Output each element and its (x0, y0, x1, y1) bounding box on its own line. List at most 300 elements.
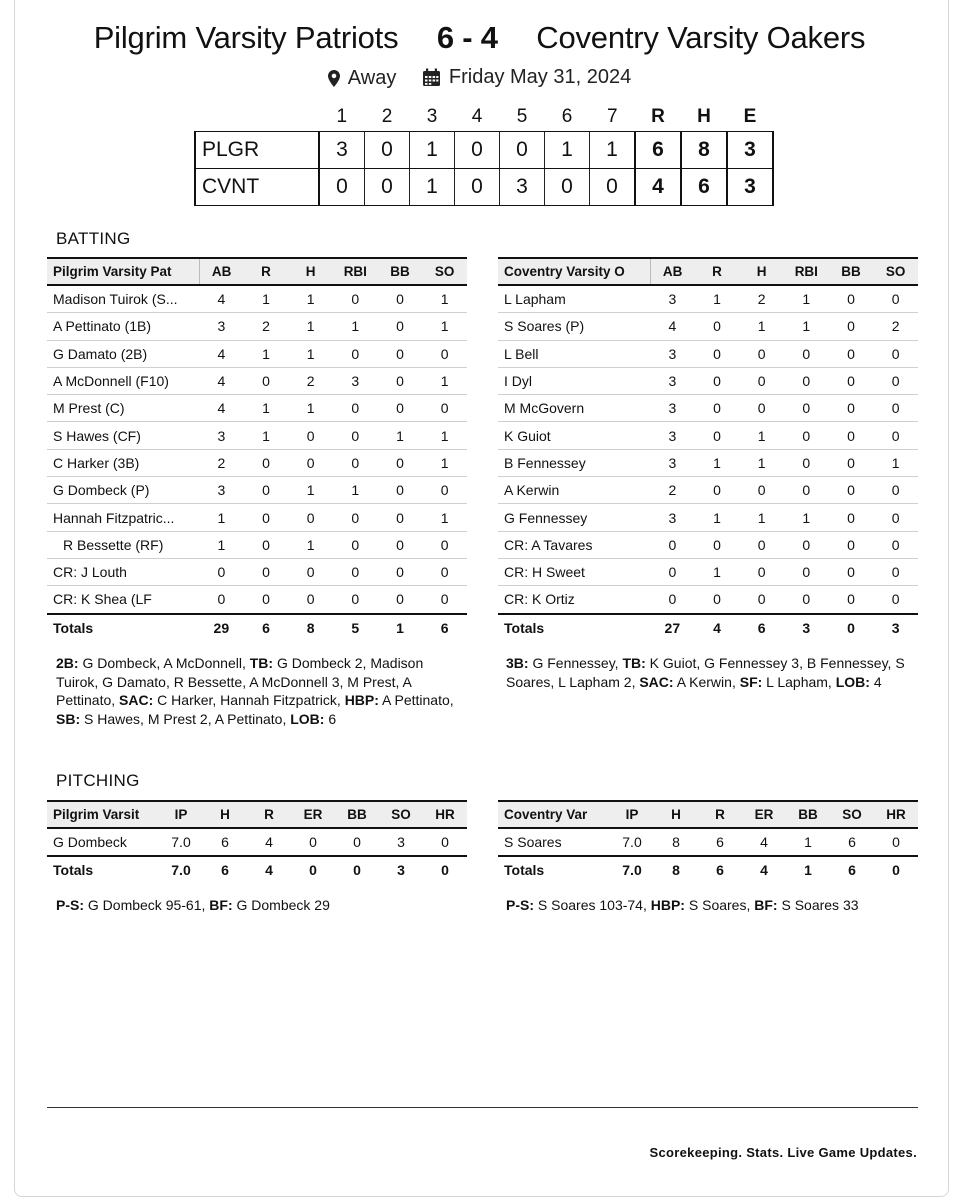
team-column-header: Coventry Var (498, 801, 610, 828)
note-label: HBP: (344, 692, 379, 709)
stat-cell: 0 (199, 558, 244, 585)
stat-cell: 0 (873, 367, 918, 394)
stat-cell: 6 (830, 828, 874, 856)
stat-cell: 3 (379, 828, 423, 856)
player-row (47, 531, 467, 558)
stat-cell: 3 (650, 285, 695, 313)
total-cell: 6 (244, 614, 289, 641)
player-name: CR: K Shea (LF (47, 586, 199, 614)
team-column-header: Pilgrim Varsit (47, 801, 159, 828)
stat-cell: 0 (739, 340, 784, 367)
totals-label: Totals (498, 856, 610, 883)
inning-header: 1 (336, 106, 348, 127)
stat-cell: 2 (199, 449, 244, 476)
note-text: G Dombeck 2, Madison Tuirok, G Damato, R Bessette, A McDonnell 3, M Prest, A Pettinato, (56, 655, 424, 709)
stat-cell: 0 (333, 449, 378, 476)
coventry-batting-notes (506, 654, 918, 691)
note-label: TB: (622, 655, 646, 671)
stat-cell: 0 (423, 828, 467, 856)
stat-cell: 0 (333, 422, 378, 449)
note-text: A Pettinato, (378, 692, 454, 709)
stat-cell: 3 (199, 313, 244, 340)
stat-cell: 0 (784, 449, 829, 476)
inning-runs: 0 (500, 132, 545, 169)
total-runs: 6 (635, 132, 681, 169)
total-cell: 0 (874, 856, 918, 883)
stat-cell: 0 (873, 531, 918, 558)
player-name: CR: H Sweet (498, 558, 650, 585)
player-name: B Fennessey (498, 449, 650, 476)
stat-cell: 0 (378, 586, 423, 614)
stat-column-header: H (654, 801, 698, 828)
inning-header: 7 (606, 106, 618, 127)
team-abbr: PLGR (195, 132, 319, 169)
stat-cell: 0 (244, 504, 289, 531)
stat-cell: 2 (288, 367, 333, 394)
stat-cell: 3 (650, 340, 695, 367)
date (422, 66, 631, 89)
game-header (0, 20, 959, 56)
stat-column-header: RBI (784, 258, 829, 285)
stat-column-header: BB (378, 258, 423, 285)
stat-cell: 0 (288, 558, 333, 585)
inning-runs: 3 (319, 132, 365, 169)
stat-cell: 0 (288, 449, 333, 476)
total-cell: 8 (654, 856, 698, 883)
player-row (47, 285, 467, 313)
stat-column-header: ER (742, 801, 786, 828)
note-label: SF: (739, 673, 763, 690)
totals-label: Totals (498, 614, 650, 641)
stat-cell: 1 (288, 531, 333, 558)
total-cell: 1 (786, 856, 830, 883)
player-row (47, 340, 467, 367)
stat-cell: 0 (378, 531, 423, 558)
inning-runs: 0 (365, 169, 410, 206)
note-label: SAC: (639, 673, 674, 690)
stat-cell: 0 (784, 586, 829, 614)
note-text: G Dombeck 29 (232, 897, 330, 913)
stat-cell: 0 (829, 531, 874, 558)
stat-cell: 0 (829, 367, 874, 394)
player-name: CR: J Louth (47, 558, 199, 585)
total-cell: 4 (695, 614, 740, 641)
note-text: G Dombeck, A McDonnell, (78, 655, 250, 671)
total-cell: 0 (829, 614, 874, 641)
inning-runs: 0 (590, 169, 636, 206)
stat-cell: 1 (422, 422, 467, 449)
stat-cell: 1 (784, 285, 829, 313)
player-name: CR: K Ortiz (498, 586, 650, 614)
stat-cell: 1 (422, 504, 467, 531)
stat-cell: 0 (333, 285, 378, 313)
player-row (498, 586, 918, 614)
stat-column-header: AB (199, 258, 244, 285)
away-team-name: Coventry Varsity Oakers (536, 20, 866, 55)
stat-cell: 0 (739, 477, 784, 504)
player-row (498, 449, 918, 476)
inning-runs: 0 (365, 132, 410, 169)
stat-cell: 0 (378, 395, 423, 422)
stat-cell: 1 (739, 313, 784, 340)
inning-runs: 0 (545, 169, 590, 206)
stat-column-header: R (695, 258, 740, 285)
stat-cell: 0 (422, 395, 467, 422)
stat-cell: 0 (333, 531, 378, 558)
player-row (498, 504, 918, 531)
pilgrim-batting-notes (56, 654, 461, 728)
stat-cell: 1 (288, 395, 333, 422)
stat-cell: 2 (650, 477, 695, 504)
player-row (47, 477, 467, 504)
stat-cell: 0 (829, 422, 874, 449)
total-cell: 1 (378, 614, 423, 641)
stat-cell: 0 (288, 504, 333, 531)
note-label: P-S: (56, 897, 84, 913)
stat-cell: 0 (422, 586, 467, 614)
pilgrim-batting-table (47, 257, 467, 641)
player-name: R Bessette (RF) (47, 531, 199, 558)
stat-cell: 4 (199, 285, 244, 313)
stat-cell: 0 (695, 586, 740, 614)
stat-cell: 0 (422, 340, 467, 367)
stat-cell: 3 (199, 422, 244, 449)
inning-runs: 1 (410, 132, 455, 169)
inning-header: 5 (516, 106, 528, 127)
total-cell: 0 (335, 856, 379, 883)
note-text: L Lapham, (762, 673, 836, 690)
player-row (498, 477, 918, 504)
note-label: SB: (56, 710, 81, 727)
stat-cell: 0 (378, 367, 423, 394)
location (328, 67, 397, 90)
stat-cell: 0 (378, 477, 423, 504)
linescore-row (195, 169, 773, 206)
stat-cell: 3 (199, 477, 244, 504)
stat-cell: 0 (873, 340, 918, 367)
stat-column-header: R (244, 258, 289, 285)
stat-cell: 0 (695, 367, 740, 394)
player-name: A McDonnell (F10) (47, 367, 199, 394)
player-row (47, 422, 467, 449)
total-cell: 3 (784, 614, 829, 641)
stat-cell: 4 (247, 828, 291, 856)
player-row (498, 313, 918, 340)
stat-cell: 1 (199, 531, 244, 558)
player-name: G Dombeck (47, 828, 159, 856)
stat-cell: 0 (739, 531, 784, 558)
note-text: S Soares 33 (777, 897, 859, 913)
hits-header: H (697, 106, 711, 127)
totals-row (47, 856, 467, 883)
final-score: 6 - 4 (436, 20, 498, 55)
player-name: M Prest (C) (47, 395, 199, 422)
stat-cell: 0 (829, 586, 874, 614)
stat-cell: 1 (422, 449, 467, 476)
batting-title: BATTING (56, 229, 131, 248)
stat-cell: 1 (244, 422, 289, 449)
stat-cell: 0 (873, 477, 918, 504)
stat-cell: 1 (288, 313, 333, 340)
stat-cell: 1 (695, 558, 740, 585)
calendar-icon (422, 68, 441, 87)
stat-cell: 0 (335, 828, 379, 856)
stat-cell: 0 (378, 558, 423, 585)
inning-header: 2 (381, 106, 393, 127)
stat-cell: 0 (829, 395, 874, 422)
total-cell: 4 (742, 856, 786, 883)
stat-cell: 2 (739, 285, 784, 313)
stat-cell: 0 (378, 340, 423, 367)
team-abbr: CVNT (195, 169, 319, 206)
stat-cell: 0 (650, 586, 695, 614)
total-errors: 3 (727, 132, 773, 169)
stat-column-header: AB (650, 258, 695, 285)
total-hits: 6 (681, 169, 727, 206)
total-cell: 6 (739, 614, 784, 641)
stat-cell: 3 (333, 367, 378, 394)
totals-row (47, 614, 467, 641)
stat-cell: 0 (291, 828, 335, 856)
stat-cell: 0 (244, 586, 289, 614)
inning-runs: 1 (410, 169, 455, 206)
stat-cell: 4 (199, 367, 244, 394)
player-row (47, 395, 467, 422)
note-text: S Soares 103-74, (534, 897, 651, 913)
total-hits: 8 (681, 132, 727, 169)
player-row (498, 285, 918, 313)
stat-cell: 0 (829, 313, 874, 340)
stat-cell: 1 (288, 477, 333, 504)
total-cell: 7.0 (610, 856, 654, 883)
stat-cell: 1 (288, 340, 333, 367)
stat-cell: 0 (739, 367, 784, 394)
stat-cell: 0 (829, 558, 874, 585)
stat-column-header: BB (786, 801, 830, 828)
stat-column-header: SO (873, 258, 918, 285)
total-errors: 3 (727, 169, 773, 206)
stat-cell: 1 (786, 828, 830, 856)
stat-cell: 0 (739, 395, 784, 422)
stat-column-header: SO (422, 258, 467, 285)
stat-cell: 0 (829, 477, 874, 504)
inning-runs: 1 (545, 132, 590, 169)
stat-column-header: H (288, 258, 333, 285)
total-cell: 5 (333, 614, 378, 641)
total-cell: 8 (288, 614, 333, 641)
stat-cell: 1 (244, 340, 289, 367)
total-cell: 0 (423, 856, 467, 883)
stat-column-header: RBI (333, 258, 378, 285)
linescore-header (195, 103, 773, 132)
player-name: Madison Tuirok (S... (47, 285, 199, 313)
stat-cell: 3 (650, 422, 695, 449)
note-label: BF: (209, 897, 233, 913)
total-cell: 27 (650, 614, 695, 641)
inning-runs: 0 (455, 132, 500, 169)
total-cell: 6 (203, 856, 247, 883)
inning-runs: 1 (590, 132, 636, 169)
stat-cell: 0 (288, 422, 333, 449)
linescore-row (195, 132, 773, 169)
player-name: S Hawes (CF) (47, 422, 199, 449)
note-text: S Soares, (684, 897, 755, 913)
player-name: M McGovern (498, 395, 650, 422)
stat-cell: 1 (422, 285, 467, 313)
pitching-title: PITCHING (56, 771, 140, 790)
note-text: G Fennessey, (528, 655, 623, 671)
total-cell: 0 (291, 856, 335, 883)
note-text: A Kerwin, (673, 673, 740, 690)
stat-cell: 0 (829, 449, 874, 476)
player-row (498, 558, 918, 585)
total-runs: 4 (635, 169, 681, 206)
stat-cell: 0 (784, 395, 829, 422)
stat-cell: 0 (695, 340, 740, 367)
stat-cell: 2 (873, 313, 918, 340)
stat-cell: 0 (244, 531, 289, 558)
stat-cell: 4 (199, 340, 244, 367)
home-team-name: Pilgrim Varsity Patriots (93, 20, 399, 55)
player-row (47, 449, 467, 476)
stat-cell: 0 (784, 367, 829, 394)
footer-tagline: Scorekeeping. Stats. Live Game Updates. (649, 1145, 917, 1160)
total-cell: 3 (873, 614, 918, 641)
stat-cell: 0 (739, 586, 784, 614)
linescore-corner (195, 103, 319, 132)
stat-cell: 0 (378, 285, 423, 313)
note-label: LOB: (835, 673, 870, 690)
player-name: I Dyl (498, 367, 650, 394)
stat-cell: 0 (873, 558, 918, 585)
player-name: G Dombeck (P) (47, 477, 199, 504)
stat-cell: 1 (378, 422, 423, 449)
header-row (47, 801, 467, 828)
stat-column-header: H (203, 801, 247, 828)
stat-column-header: BB (335, 801, 379, 828)
stat-column-header: IP (610, 801, 654, 828)
player-row (498, 395, 918, 422)
stat-cell: 4 (742, 828, 786, 856)
note-label: P-S: (506, 897, 534, 913)
totals-label: Totals (47, 856, 159, 883)
stat-cell: 0 (244, 477, 289, 504)
stat-cell: 0 (333, 395, 378, 422)
total-cell: 6 (698, 856, 742, 883)
totals-row (498, 614, 918, 641)
total-cell: 6 (422, 614, 467, 641)
stat-column-header: R (247, 801, 291, 828)
header-row (47, 258, 467, 285)
stat-cell: 0 (244, 449, 289, 476)
header-row (498, 258, 918, 285)
footer-divider (47, 1107, 918, 1108)
stat-cell: 1 (873, 449, 918, 476)
player-row (498, 367, 918, 394)
coventry-pitching-table (498, 800, 918, 883)
stat-cell: 0 (873, 395, 918, 422)
stat-cell: 0 (333, 340, 378, 367)
stat-cell: 0 (695, 313, 740, 340)
stat-cell: 0 (378, 313, 423, 340)
stat-cell: 0 (829, 340, 874, 367)
player-row (47, 586, 467, 614)
stat-cell: 0 (829, 285, 874, 313)
stat-cell: 0 (784, 340, 829, 367)
linescore-table (194, 103, 774, 206)
stat-cell: 3 (650, 449, 695, 476)
stat-cell: 2 (244, 313, 289, 340)
note-text: C Harker, Hannah Fitzpatrick, (153, 692, 345, 709)
player-name: G Fennessey (498, 504, 650, 531)
total-cell: 6 (830, 856, 874, 883)
player-name: L Lapham (498, 285, 650, 313)
stat-cell: 0 (695, 395, 740, 422)
location-pin-icon (328, 70, 340, 87)
stat-cell: 0 (695, 477, 740, 504)
note-label: SAC: (119, 692, 154, 709)
stat-cell: 0 (784, 558, 829, 585)
inning-runs: 0 (455, 169, 500, 206)
inning-header: 4 (471, 106, 483, 127)
stat-column-header: H (739, 258, 784, 285)
stat-cell: 1 (784, 313, 829, 340)
totals-label: Totals (47, 614, 199, 641)
player-row (47, 558, 467, 585)
stat-cell: 0 (873, 504, 918, 531)
stat-cell: 6 (203, 828, 247, 856)
stat-cell: 0 (695, 531, 740, 558)
stat-cell: 1 (333, 477, 378, 504)
stat-cell: 0 (422, 531, 467, 558)
stat-column-header: HR (423, 801, 467, 828)
stat-cell: 4 (199, 395, 244, 422)
player-name: A Pettinato (1B) (47, 313, 199, 340)
stat-cell: 1 (739, 449, 784, 476)
stat-cell: 3 (650, 395, 695, 422)
player-name: K Guiot (498, 422, 650, 449)
stat-cell: 0 (650, 558, 695, 585)
total-cell: 29 (199, 614, 244, 641)
stat-cell: 4 (650, 313, 695, 340)
total-cell: 4 (247, 856, 291, 883)
stat-cell: 0 (199, 586, 244, 614)
player-row (47, 504, 467, 531)
note-text: 6 (324, 710, 337, 727)
stat-cell: 0 (422, 477, 467, 504)
stat-cell: 1 (422, 367, 467, 394)
total-cell: 3 (379, 856, 423, 883)
stat-cell: 0 (874, 828, 918, 856)
errors-header: E (743, 106, 757, 127)
stat-cell: 0 (873, 422, 918, 449)
stat-cell: 1 (784, 504, 829, 531)
inning-header: 3 (426, 106, 438, 127)
player-name: G Damato (2B) (47, 340, 199, 367)
stat-cell: 0 (333, 504, 378, 531)
inning-runs: 0 (319, 169, 365, 206)
player-row (47, 828, 467, 856)
stat-column-header: SO (379, 801, 423, 828)
coventry-batting-table (498, 257, 918, 641)
totals-row (498, 856, 918, 883)
stat-cell: 1 (333, 313, 378, 340)
stat-cell: 1 (739, 422, 784, 449)
stat-cell: 1 (422, 313, 467, 340)
stat-column-header: R (698, 801, 742, 828)
team-column-header: Pilgrim Varsity Pat (47, 258, 199, 285)
player-name: L Bell (498, 340, 650, 367)
